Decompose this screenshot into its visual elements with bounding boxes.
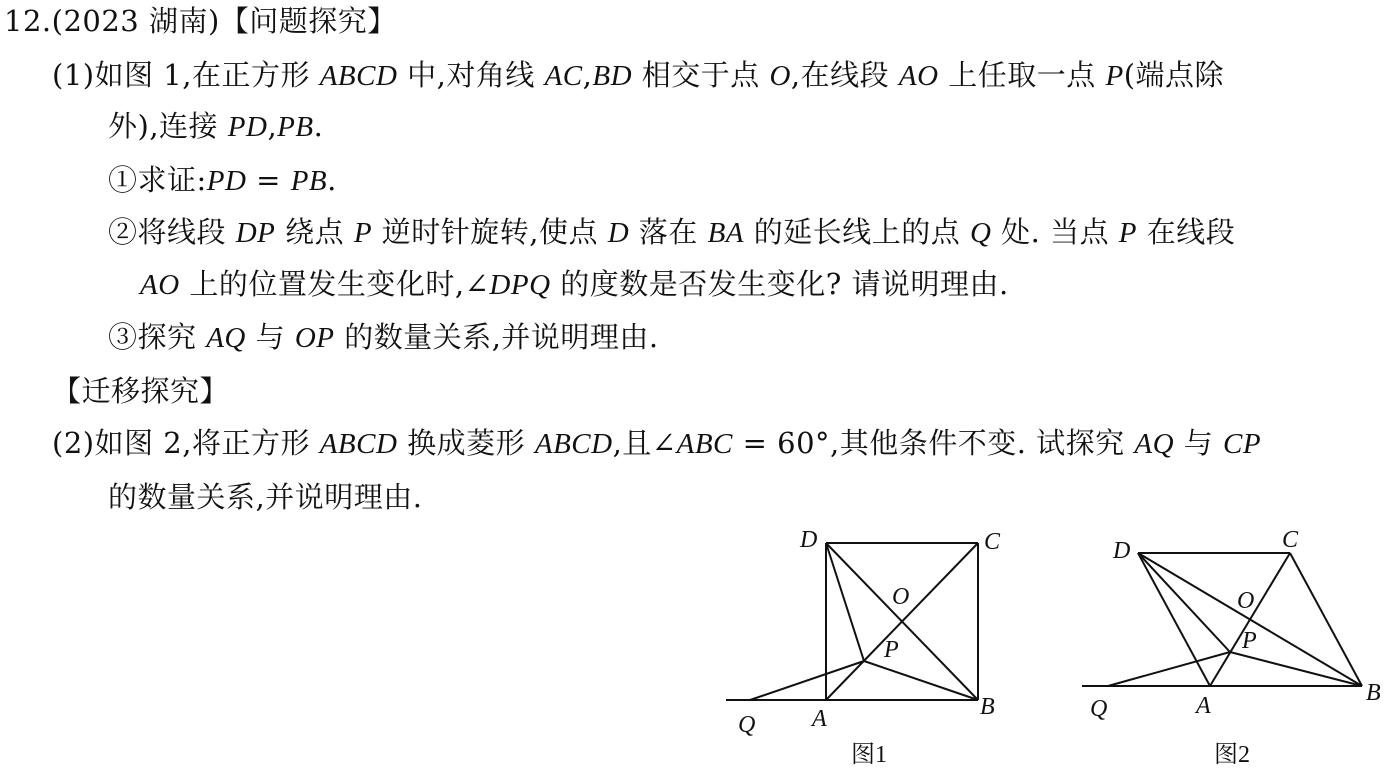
- fig1-segment-pb: [864, 661, 978, 700]
- text: .: [327, 163, 337, 197]
- math: ABCD: [319, 428, 398, 460]
- fig1-label-c: C: [984, 529, 1001, 555]
- text: 逆时针旋转,使点: [372, 215, 608, 249]
- fig1-label-q: Q: [738, 712, 756, 738]
- math: BD: [592, 60, 633, 92]
- math: Q: [969, 217, 992, 249]
- text: ②将线段: [108, 215, 236, 249]
- math: P: [353, 217, 373, 249]
- fig2-side-cb: [1290, 553, 1362, 686]
- fig1-segment-qp: [750, 661, 864, 700]
- q1-label: (1): [52, 58, 95, 92]
- math: DP: [235, 217, 276, 249]
- math: OP: [294, 322, 335, 354]
- math: AQ: [206, 322, 246, 354]
- math: D: [607, 217, 630, 249]
- fig2-segment-pb: [1230, 652, 1362, 686]
- text: ,: [582, 58, 593, 92]
- text: ,在线段: [790, 58, 899, 92]
- text: 与: [245, 320, 295, 354]
- text: ,: [267, 109, 278, 143]
- figure-2-labels: [1090, 527, 1381, 722]
- section-title-transfer-inquiry: 【迁移探究】: [52, 374, 230, 408]
- math: AO: [140, 269, 180, 301]
- fig2-label-b: B: [1366, 680, 1381, 706]
- fig2-diagonal-db: [1138, 553, 1362, 686]
- math: BA: [707, 217, 745, 249]
- text: 上任取一点: [938, 58, 1106, 92]
- math: AO: [898, 60, 939, 92]
- fig1-caption: 图1: [851, 742, 887, 768]
- text: 处. 当点: [991, 215, 1119, 249]
- fig2-label-a: A: [1196, 693, 1211, 719]
- math: AC: [544, 60, 583, 92]
- section-title-problem-inquiry: 【问题探究】: [219, 4, 397, 38]
- math: P: [1118, 217, 1138, 249]
- text: (端点除: [1123, 58, 1225, 92]
- text: 绕点: [275, 215, 354, 249]
- fig2-label-o: O: [1237, 588, 1255, 614]
- math: PD: [206, 165, 247, 197]
- text: 相交于点: [632, 58, 770, 92]
- math: PB: [290, 165, 328, 197]
- figure-2: [1082, 553, 1362, 686]
- figure-1: [726, 543, 978, 700]
- math: AQ: [1134, 428, 1175, 460]
- text: 在线段: [1137, 215, 1236, 249]
- fig1-label-b: B: [980, 694, 995, 720]
- text: 落在: [629, 215, 708, 249]
- text: 的度数是否发生变化? 请说明理由.: [550, 267, 1009, 301]
- fig2-segment-qp: [1108, 652, 1230, 686]
- text: =: [246, 163, 291, 197]
- text: 的数量关系,并说明理由.: [334, 320, 659, 354]
- fig1-label-o: O: [892, 584, 910, 610]
- fig2-label-c: C: [1282, 527, 1299, 553]
- text: ①求证:: [108, 163, 207, 197]
- text: 如图 1,在正方形: [94, 58, 320, 92]
- problem-source: (2023 湖南): [51, 4, 220, 38]
- text: 外),连接: [108, 109, 228, 143]
- text: 换成菱形: [397, 426, 535, 460]
- fig2-label-q: Q: [1090, 696, 1108, 722]
- math: ABCD: [534, 428, 613, 460]
- fig1-segment-dp: [826, 543, 864, 661]
- text: 的延长线上的点: [744, 215, 970, 249]
- q2-label: (2): [52, 426, 95, 460]
- fig2-label-d: D: [1113, 538, 1131, 564]
- fig1-label-a: A: [812, 706, 827, 732]
- text: 如图 2,将正方形: [94, 426, 320, 460]
- fig2-caption: 图2: [1214, 742, 1250, 768]
- math: ABCD: [319, 60, 398, 92]
- text: ③探究: [108, 320, 207, 354]
- math: DPQ: [489, 269, 551, 301]
- q2-line-2: 的数量关系,并说明理由.: [108, 480, 423, 514]
- text: 中,对角线: [397, 58, 545, 92]
- fig1-label-p: P: [884, 637, 899, 663]
- fig2-label-p: P: [1242, 628, 1257, 654]
- math: O: [769, 60, 791, 92]
- text: = 60°,其他条件不变. 试探究: [732, 426, 1135, 460]
- math: PD: [227, 111, 268, 143]
- text: ,且∠: [612, 426, 677, 460]
- text: .: [313, 109, 324, 143]
- text: 上的位置发生变化时,∠: [179, 267, 490, 301]
- problem-number: 12.: [4, 4, 52, 38]
- math: PB: [277, 111, 314, 143]
- math: P: [1105, 60, 1124, 92]
- text: 与: [1174, 426, 1224, 460]
- math: CP: [1223, 428, 1262, 460]
- math: ABC: [676, 428, 733, 460]
- fig1-label-d: D: [800, 527, 818, 553]
